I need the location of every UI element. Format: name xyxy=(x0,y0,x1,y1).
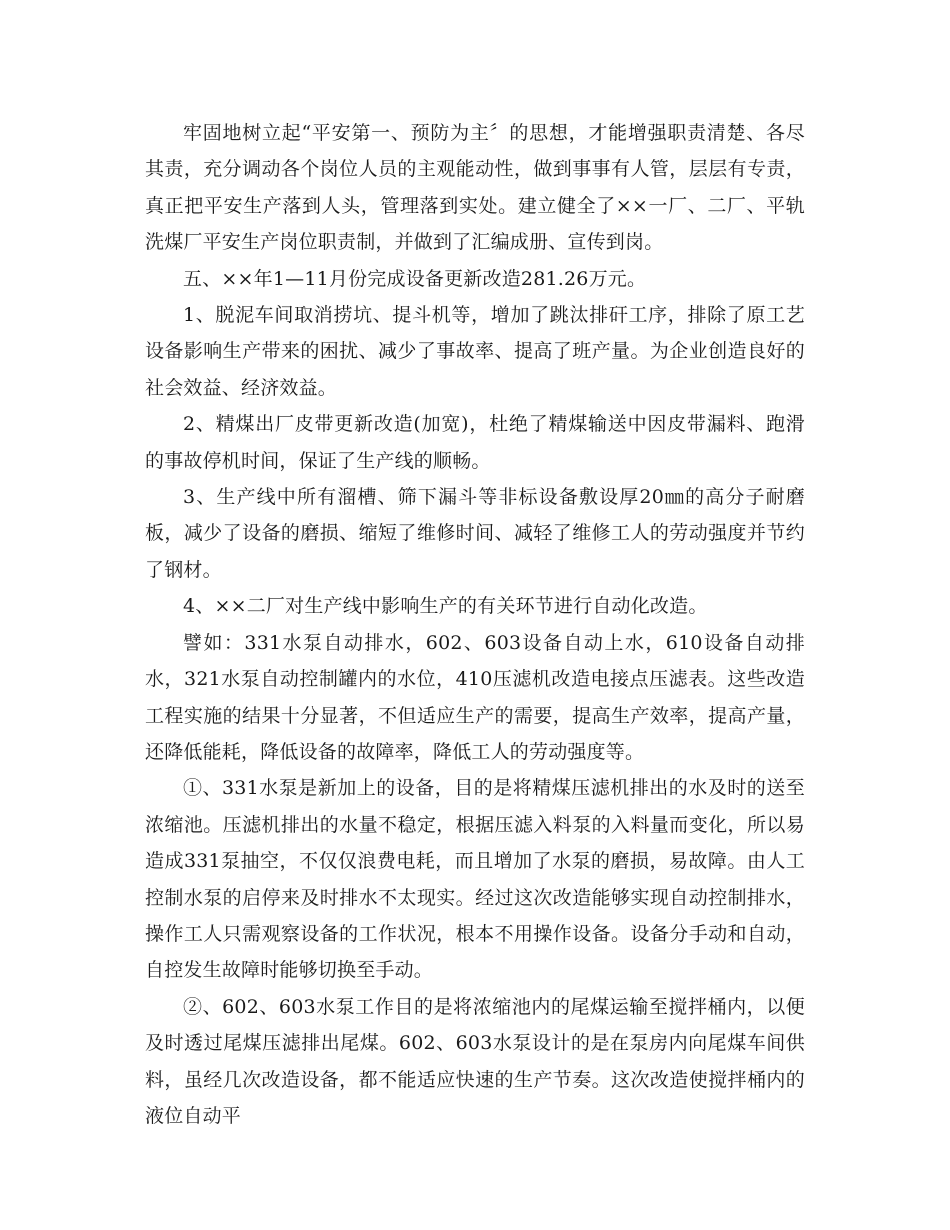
paragraph-item-3-wear-plates: 3、生产线中所有溜槽、筛下漏斗等非标设备敷设厚20㎜的高分子耐磨板，减少了设备的磨损、缩短了维修时间、减轻了维修工人的劳动强度并节约了钢材。 xyxy=(145,486,805,581)
paragraph-examples: 譬如：331水泵自动排水，602、603设备自动上水，610设备自动排水，321水泵自动控制罐内的水位，410压滤机改造电接点压滤表。这些改造工程实施的结果十分显著，不但适应生产的需要，提高生产效率，提高产量，还降低能耗，降低设备的故障率，降低工人的劳动强度等。 xyxy=(145,631,805,763)
paragraph-sub-1-pump-331: ①、331水泵是新加上的设备，目的是将精煤压滤机排出的水及时的送至浓缩池。压滤机排出的水量不稳定，根据压滤入料泵的入料量而变化，所以易造成331泵抽空，不仅仅浪费电耗，而且增加了水泵的磨损，易故障。由人工控制水泵的启停来及时排水不太现实。经过这次改造能够实现自动控制排水，操作工人只需观察设备的工作状况，根本不用操作设备。设备分手动和自动，自控发生故障时能够切换至手动。 xyxy=(145,777,805,982)
document-body xyxy=(145,115,805,1134)
paragraph-item-4-automation: 4、××二厂对生产线中影响生产的有关环节进行自动化改造。 xyxy=(183,595,708,618)
paragraph-section-five-heading: 五、××年1—11月份完成设备更新改造281.26万元。 xyxy=(183,267,647,290)
paragraph-item-1-desliming: 1、脱泥车间取消捞坑、提斗机等，增加了跳汰排矸工序，排除了原工艺设备影响生产带来的困扰、减少了事故率、提高了班产量。为企业创造良好的社会效益、经济效益。 xyxy=(145,304,805,399)
paragraph-sub-2-pumps-602-603: ②、602、603水泵工作目的是将浓缩池内的尾煤运输至搅拌桶内，以便及时透过尾煤压滤排出尾煤。602、603水泵设计的是在泵房内向尾煤车间供料，虽经几次改造设备，都不能适应快速的生产节奏。这次改造使搅拌桶内的液位自动平 xyxy=(145,995,805,1127)
paragraph-item-2-belt-upgrade: 2、精煤出厂皮带更新改造(加宽)，杜绝了精煤输送中因皮带漏料、跑滑的事故停机时间，保证了生产线的顺畅。 xyxy=(145,413,805,472)
paragraph-safety-responsibility: 牢固地树立起“平安第一、预防为主〞的思想，才能增强职责清楚、各尽其责，充分调动各个岗位人员的主观能动性，做到事事有人管，层层有专责，真正把平安生产落到人头，管理落到实处。建立健全了××一厂、二厂、平轨洗煤厂平安生产岗位职责制，并做到了汇编成册、宣传到岗。 xyxy=(145,122,805,254)
